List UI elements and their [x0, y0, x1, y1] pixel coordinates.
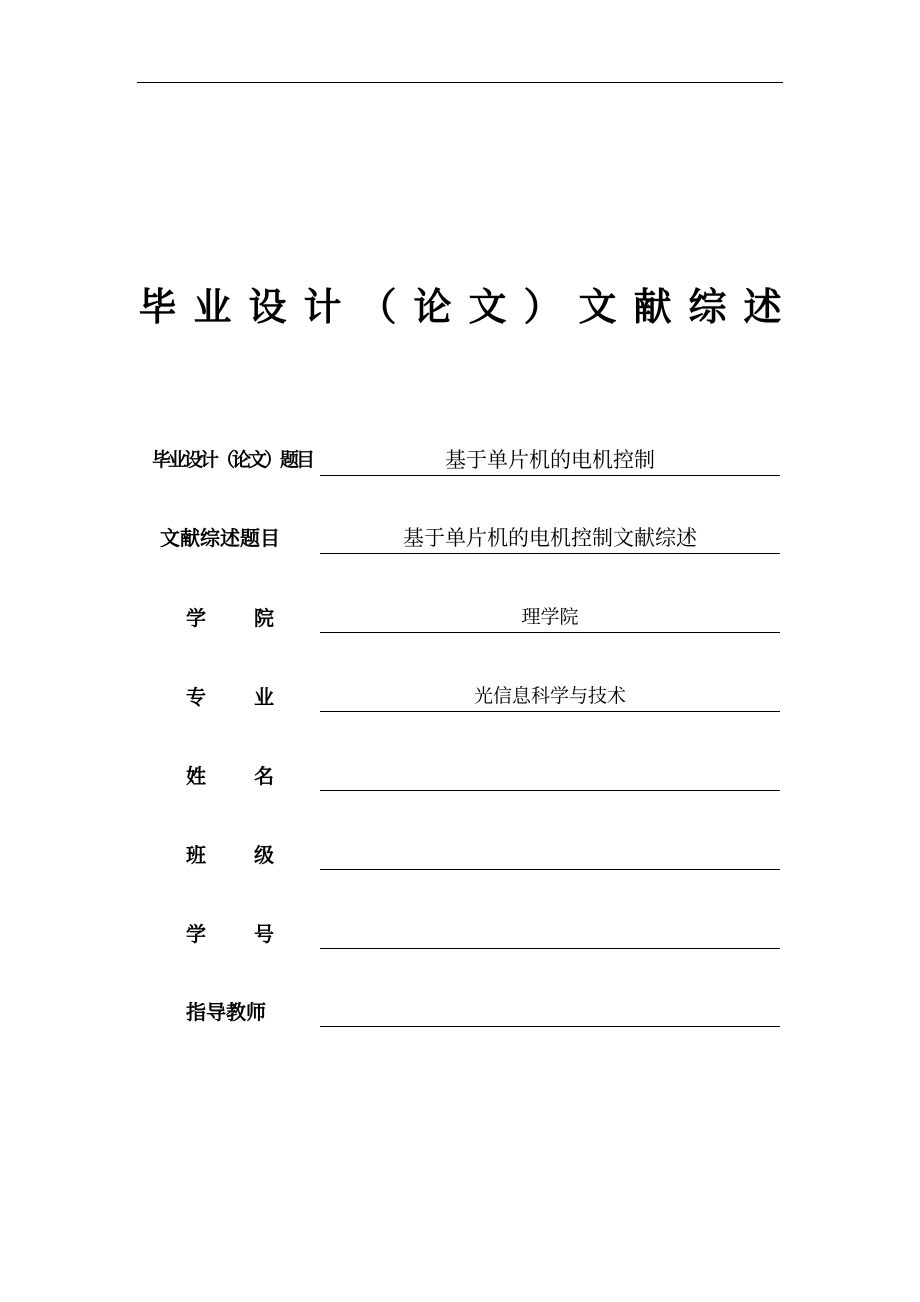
value-class: [320, 837, 780, 870]
label-student-id: 学 号: [186, 922, 274, 946]
value-student-id: [320, 916, 780, 949]
label-name: 姓 名: [186, 764, 274, 788]
value-thesis-topic: 基于单片机的电机控制: [320, 443, 780, 476]
label-thesis-topic: 毕业设计（论文）题目: [151, 449, 312, 471]
field-row-class: [0, 837, 920, 877]
label-major: 专 业: [186, 685, 274, 709]
header-rule: [137, 82, 783, 83]
field-row-name: [0, 758, 920, 798]
field-row-college: [0, 600, 920, 640]
field-row-review-topic: [0, 521, 920, 561]
document-title: 毕业设计（论文）文献综述: [138, 285, 799, 329]
field-row-thesis-topic: [0, 443, 920, 483]
value-college: 理学院: [320, 600, 780, 633]
label-college: 学 院: [186, 606, 274, 630]
value-review-topic: 基于单片机的电机控制文献综述: [320, 521, 780, 554]
field-row-advisor: [0, 994, 920, 1034]
value-major: 光信息科学与技术: [320, 679, 780, 712]
label-class: 班 级: [186, 843, 274, 867]
label-advisor: 指导教师: [186, 1000, 266, 1024]
field-row-major: [0, 679, 920, 719]
field-row-student-id: [0, 916, 920, 956]
value-advisor: [320, 994, 780, 1027]
value-name: [320, 758, 780, 791]
label-review-topic: 文献综述题目: [160, 526, 280, 550]
